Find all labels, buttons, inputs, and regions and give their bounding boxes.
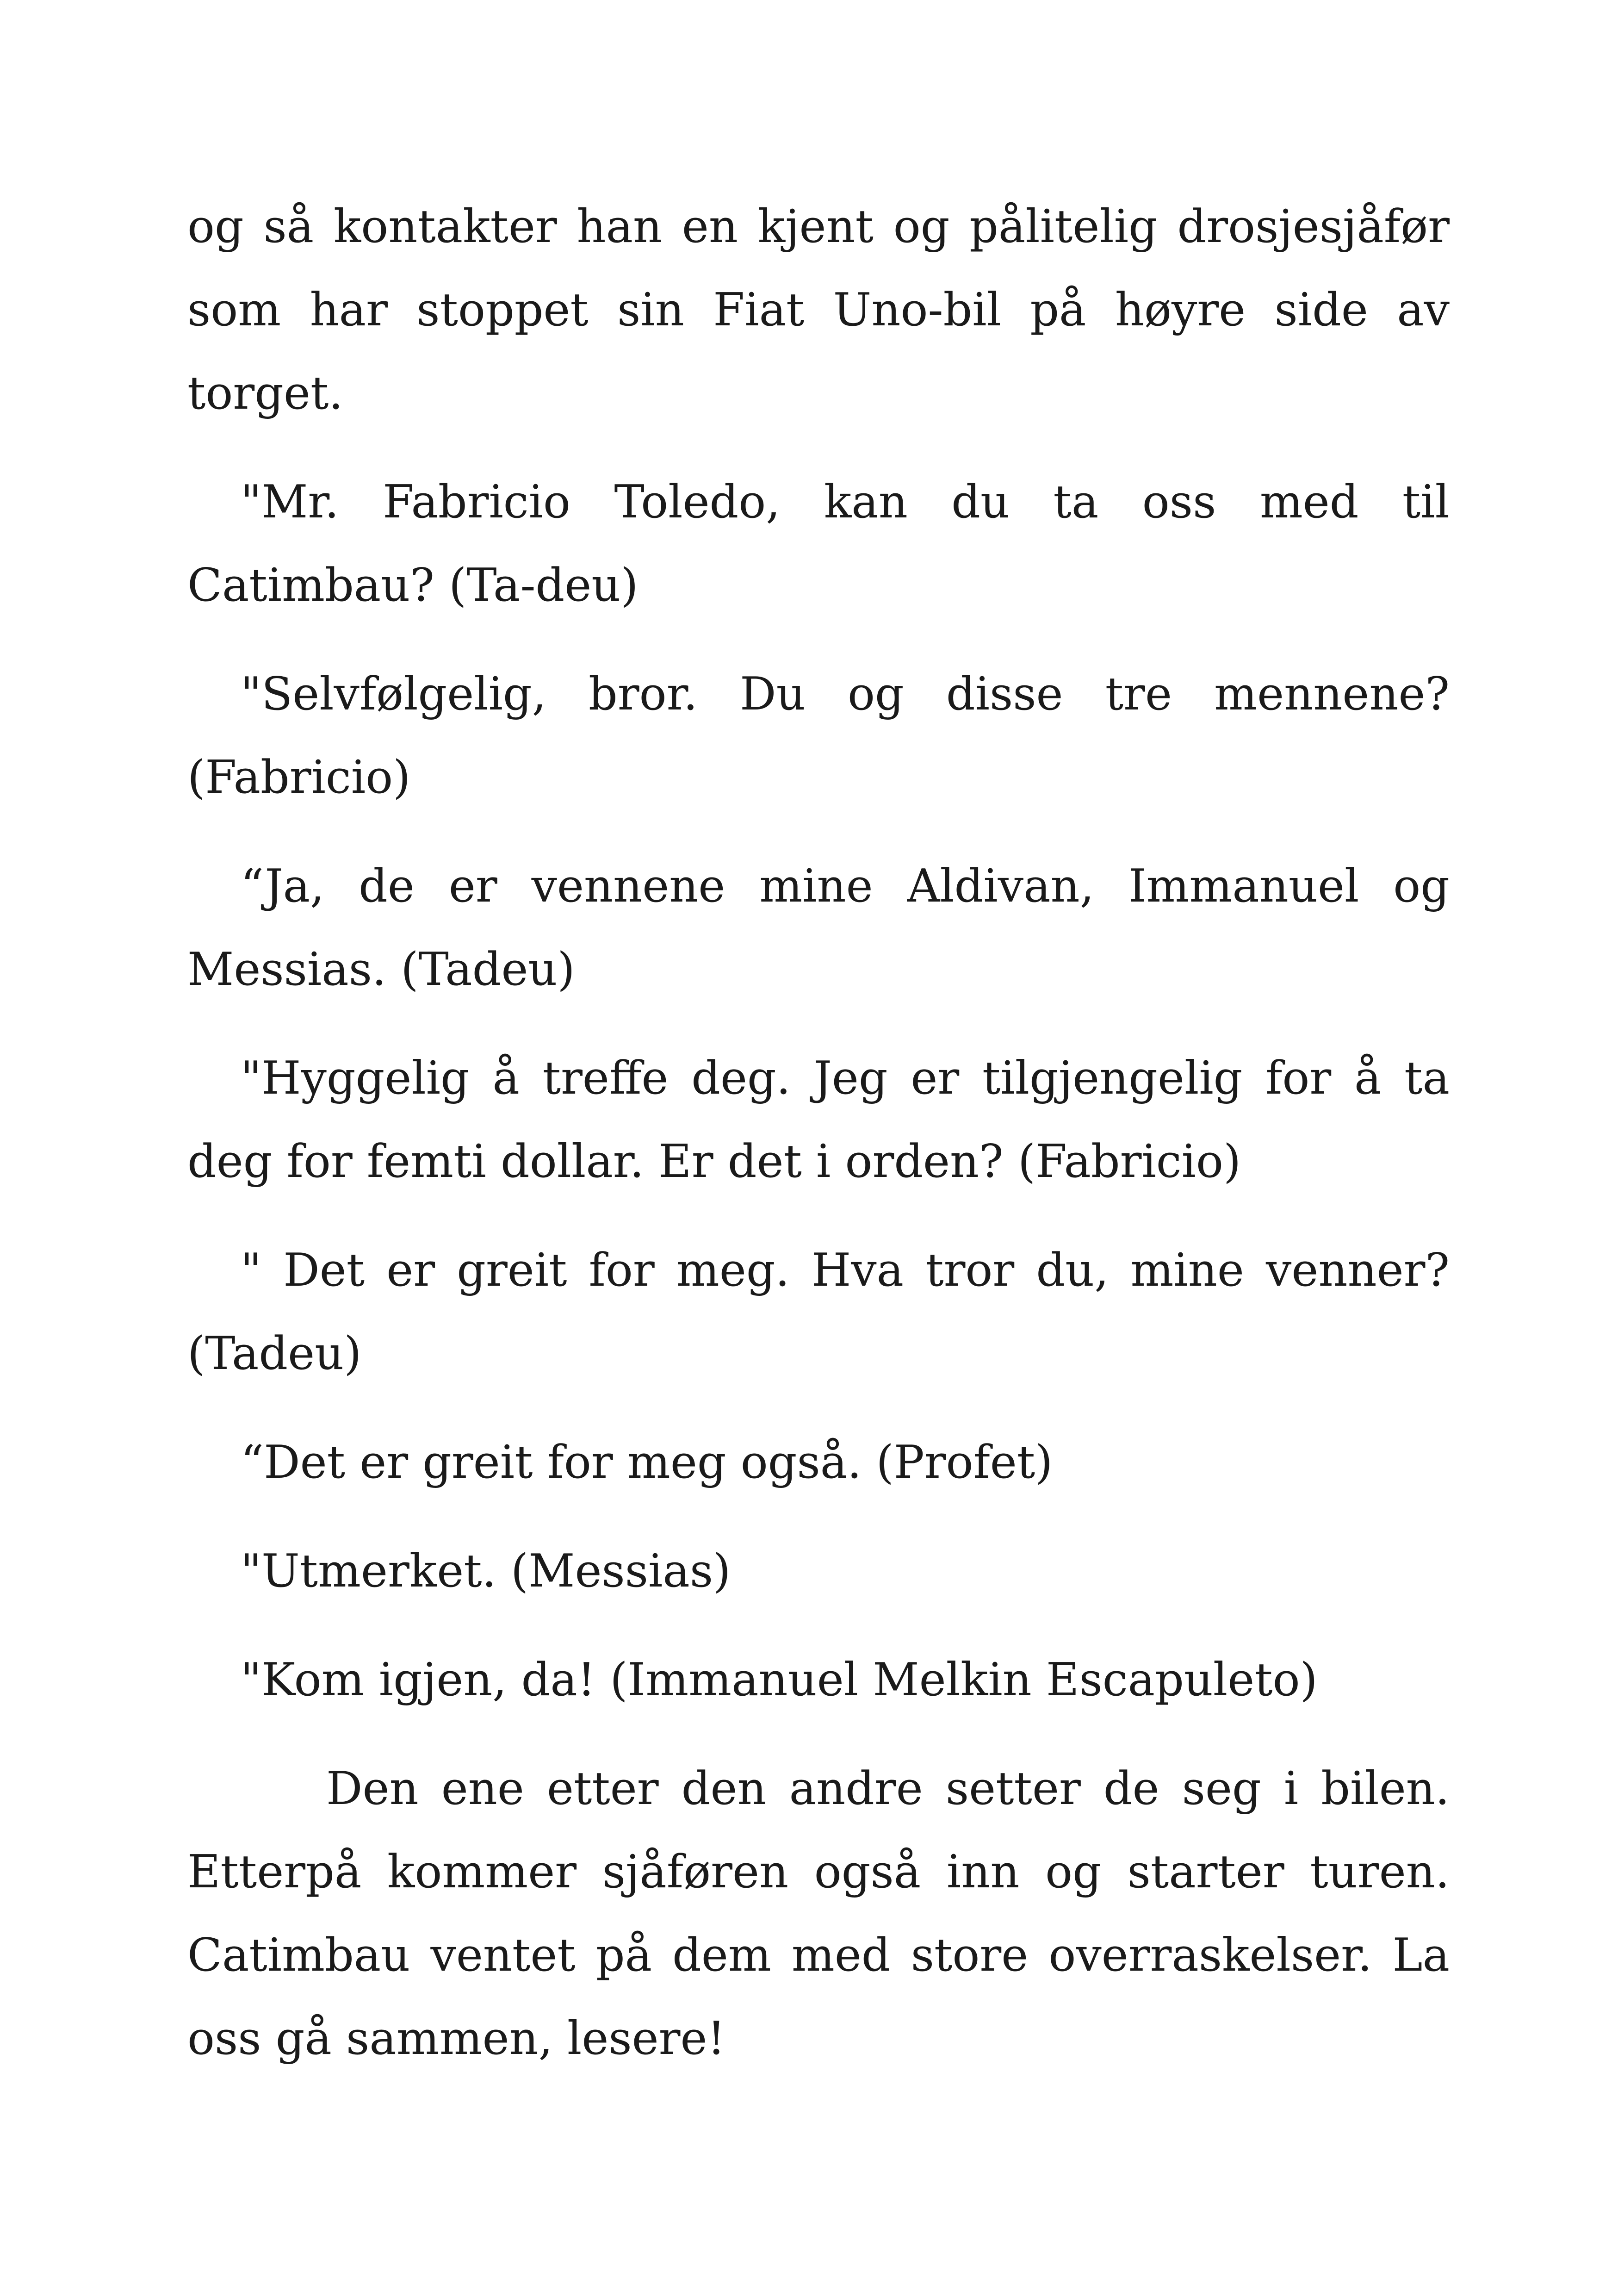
dialogue-line: "Utmerket. (Messias) [241,1545,731,1598]
dialogue-line: " Det er greit for meg. Hva tror du, mine venner? (Tadeu) [187,1244,1450,1380]
dialogue-line: "Hyggelig å treffe deg. Jeg er tilgjengelig for å ta deg for femti dollar. Er det i orden? (Fabricio) [187,1052,1450,1188]
body-text [187,185,1450,2106]
dialogue-line: "Selvfølgelig, bror. Du og disse tre mennene? (Fabricio) [187,668,1450,804]
dialogue-line: "Mr. Fabricio Toledo, kan du ta oss med til Catimbau? (Ta-deu) [187,476,1450,612]
paragraph-continuation: og så kontakter han en kjent og pålitelig drosjesjåfør som har stoppet sin Fiat Uno-bil på høyre side av torget. [187,200,1450,420]
dialogue-line: “Det er greit for meg også. (Profet) [241,1436,1053,1489]
narrative-paragraph: Den ene etter den andre setter de seg i bilen. Etterpå kommer sjåføren også inn og starter turen. Catimbau ventet på dem med store overraskelser. La oss gå sammen, lesere! [187,1762,1450,2065]
dialogue-line: “Ja, de er vennene mine Aldivan, Immanuel og Messias. (Tadeu) [187,860,1450,996]
dialogue-line: "Kom igjen, da! (Immanuel Melkin Escapuleto) [241,1654,1318,1706]
